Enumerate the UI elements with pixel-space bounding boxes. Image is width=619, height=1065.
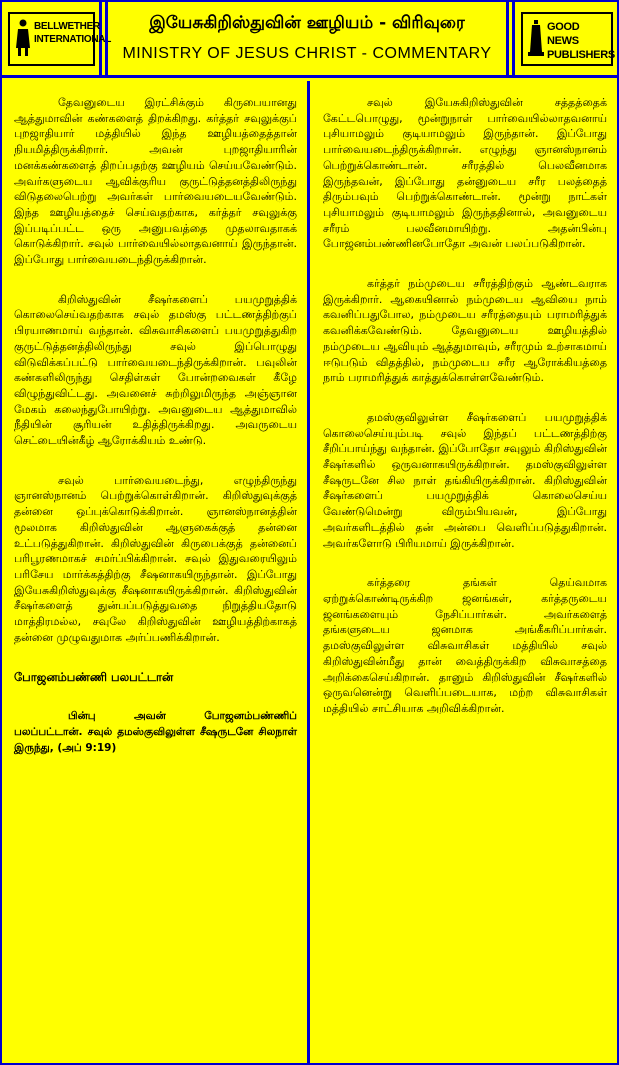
page-title-tamil: இயேசுகிறிஸ்துவின் ஊழியம் - விரிவுரை <box>149 13 465 33</box>
left-column <box>2 81 310 1063</box>
bellwether-logo <box>2 2 112 75</box>
paragraph: சவுல் இயேசுகிறிஸ்துவின் சத்தத்தைக் கேட்டபொழுது, மூன்றுநாள் பார்வையில்லாதவனாய் புசியாமலும் குடியாமலும் இருந்தான். இப்போது பார்வையடைந்திருக்கிறான். எழுந்து ஞானஸ்நானம் பெற்றுக்கொண்டான். சரீரத்தில் பெலவீனமாக இருந்தவன், இப்போது தன்னுடைய சரீர பலத்தைத் திரும்பவும் பெற்றுக்கொண்டான். மூன்று நாட்கள் புசியாமலும் குடியாமலும் இருந்ததினால், அவனுடைய சரீரம் பலவீனமாயிற்று. அதன்பின்பு போஜனம்பண்ணினபோதோ அவன் பலப்படுகிறான். <box>323 96 607 251</box>
content-columns <box>2 81 617 1063</box>
paragraph: சவுல் பார்வையடைந்து, எழுந்திருந்து ஞானஸ்நானம் பெற்றுக்கொள்கிறான். கிறிஸ்துவுக்குத் தன்னை ஒப்புக்கொடுக்கிறான். ஞானஸ்நானத்தின் மூலமாக கிறிஸ்துவின் ஆளுகைக்குத் தன்னை உட்படுத்துகிறான். கிறிஸ்துவின் கிருபைக்குத் தன்னைப் பரிபூரணமாகச் சமர்ப்பிக்கிறான். சவுல் இதுவரையிலும் பரிசேய மார்க்கத்திற்கு சீஷனாகயிருந்தான். இப்போது இயேசுகிறிஸ்துவுக்கு சீஷனாகயிருக்கிறான். கிறிஸ்துவின் சீஷர்களைத் துன்பப்படுத்துவதை நிறுத்தியதோடு மாத்திரமல்ல, சவுலே கிறிஸ்துவின் ஊழியத்திற்காகத் தன்னை முழுவதுமாக அர்ப்பணிக்கிறான். <box>14 473 297 644</box>
paragraph: தமஸ்குவிலுள்ள சீஷர்களைப் பயமுறுத்திக் கொலைசெய்யும்படி சவுல் இந்தப் பட்டணத்திற்கு சீறிப்பாய்ந்து வந்தான். இப்போதோ சவுலும் கிறிஸ்துவின் சீஷர்களில் ஒருவனாகயிருக்கிறான். தமஸ்குவிலுள்ள சீஷருடனே சில நாள் தங்கியிருக்கிறான். கிறிஸ்துவின் சீஷர்களைப் பயமுறுத்திக் கொலைசெய்ய வேண்டுமென்று விரும்பியவன், இப்போது அவர்களிடத்தில் தன் அன்பை வெளிப்படுத்துகிறான். அவர்களோடு பிரியமாய் இருக்கிறான். <box>323 410 607 550</box>
header <box>2 2 617 78</box>
bellwether-logo-text: BELLWETHER INTERNATIONAL <box>34 21 112 45</box>
right-column <box>313 81 617 1063</box>
page-title-english: MINISTRY OF JESUS CHRIST - COMMENTARY <box>122 45 492 62</box>
paragraph: கிறிஸ்துவின் சீஷர்களைப் பயமுறுத்திக் கொலைசெய்வதற்காக சவுல் தமஸ்கு பட்டணத்திற்குப் பிரயாணமாய் வந்தான். விசுவாசிகளைப் பயமுறுத்துகிற குருட்டுத்தனத்திலிருந்து சவுல் இப்பொழுது விடுவிக்கப்பட்டு பார்வையடைந்திருக்கிறான். பவுலின் கண்களிலிருந்து செதிள்கள் போன்றவைகள் கீழே விழுந்துவிட்டது. அவனைச் சுற்றிலுமிருந்த அஞ்ஞான மேகம் கலைந்துபோயிற்று. அவனுடைய ஆத்துமாவில் நீதியின் சூரியன் உதித்திருக்கிறது. அவருடைய செட்டையின்கீழ் ஆரோக்கியம் உண்டு. <box>14 292 297 448</box>
scripture-quote: பின்பு அவன் போஜனம்பண்ணிப் பலப்பட்டான். சவுல் தமஸ்குவிலுள்ள சீஷருடனே சிலநாள் இருந்து, (அப் 9:19) <box>14 710 297 754</box>
good-news-logo-text: GOOD NEWS PUBLISHERS <box>547 21 615 61</box>
section-heading: போஜனம்பண்ணி பலபட்டான் <box>14 669 174 684</box>
lighthouse-icon <box>526 18 546 58</box>
good-news-logo <box>512 2 617 75</box>
paragraph: தேவனுடைய இரட்சிக்கும் கிருபையானது ஆத்துமாவின் கண்களைத் திறக்கிறது. கர்த்தர் சவுலுக்குப் புறஜாதியார் மத்தியில் இந்த ஊழியத்தைத்தான் நியமித்திருக்கிறார். அவன் புறஜாதியாரின் மனக்கண்களைத் திறப்பதற்கு ஊழியம் செய்யவேண்டும். அவர்களுடைய ஆவிக்குரிய குருட்டுத்தனத்திலிருந்து விடுதலைபெற்று அவர்கள் பார்வையடையவேண்டும். இந்த ஊழியத்தைச் செய்வதற்காக, கர்த்தர் சவுலுக்கு இப்படிப்பட்ட ஒரு அனுபவத்தை முதலாவதாகக் கொடுக்கிறார். சவுல் பார்வையில்லாதவனாய் இருந்தான். இப்போது பார்வையடைந்திருக்கிறான். <box>14 96 297 267</box>
paragraph: கர்த்தரை தங்கள் தெய்வமாக ஏற்றுக்கொண்டிருக்கிற ஜனங்கள், கர்த்தருடைய ஜனங்களையும் நேசிப்பார்கள். அவர்களைத் தங்களுடைய ஜனமாக அங்கீகரிப்பார்கள். தமஸ்குவிலுள்ள விசுவாசிகள் மத்தியில் சவுல் கிறிஸ்துவின்மீது தான் வைத்திருக்கிற விசுவாசத்தை அறிக்கைசெய்கிறான். தானும் கிறிஸ்துவின் சீஷர்களில் ஒருவனென்று வெளிப்படையாக, மற்ற விசுவாசிகள் மத்தியில் சாட்சியாக அறிவிக்கிறான். <box>323 576 607 715</box>
paragraph: கர்த்தர் நம்முடைய சரீரத்திற்கும் ஆண்டவராக இருக்கிறார். ஆகையினால் நம்முடைய ஆவியை நாம் கவனிப்பதுபோல, நம்முடைய சரீரத்தையும் பராமரித்துக் கவனிக்கவேண்டும். தேவனுடைய ஊழியத்தில் நம்முடைய ஆவியும் ஆத்துமாவும், சரீரமும் உற்சாகமாய் ஈடுபடும் விதத்தில், நம்முடைய சரீர ஆரோக்கியத்தை நாம் பராமரித்துக் காத்துக்கொள்ளவேண்டும். <box>323 277 607 385</box>
title-box <box>105 2 509 75</box>
bellwether-figure-icon <box>13 18 33 58</box>
